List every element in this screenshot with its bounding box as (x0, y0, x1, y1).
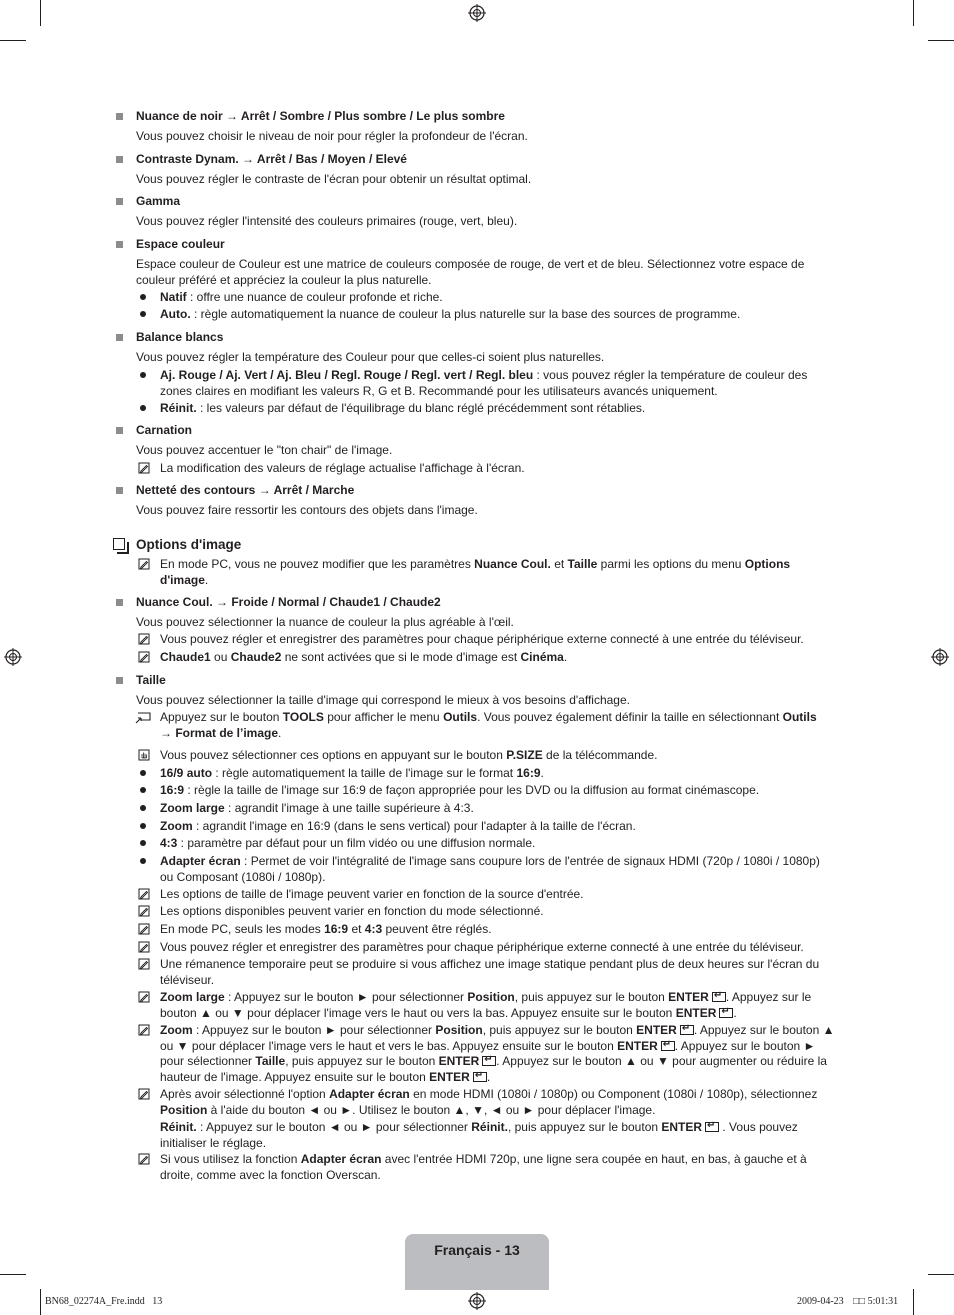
bullet-dot-icon (140, 805, 146, 811)
note-text-part: : Appuyez sur le bouton ► pour sélectionner (192, 1023, 436, 1037)
note-text-bold: Position (467, 990, 515, 1004)
registration-mark-icon (931, 648, 949, 666)
bullet-square-icon (116, 241, 123, 248)
note-text-part: , puis appuyez sur le bouton (482, 1023, 637, 1037)
note-text-part: , puis appuyez sur le bouton (507, 1120, 662, 1134)
list-item (160, 368, 828, 399)
list-item-text: : règle automatiquement la nuance de couleur la plus naturelle sur la base des sources de programme. (190, 307, 741, 321)
note-text-part: . (278, 725, 282, 740)
note-text-bold: Options d'image (160, 557, 791, 587)
list-item-text: : règle la taille de l'image sur 16:9 de façon appropriée pour les DVD ou la diffusion au format cinémascope. (184, 783, 760, 797)
enter-key-label: ENTER (675, 1005, 717, 1020)
registration-mark-icon (4, 648, 22, 666)
item-title: Espace couleur (136, 237, 225, 251)
enter-icon (705, 1122, 719, 1132)
item-title: Netteté des contours → Arrêt / Marche (136, 483, 355, 497)
note-text-bold: Adapter écran (329, 1087, 410, 1101)
footer-filename: BN68_02274A_Fre.indd 13 (45, 1296, 163, 1307)
list-item-text: : offre une nuance de couleur profonde et riche. (186, 290, 443, 304)
list-item-text: : règle automatiquement la taille de l'image sur le format (212, 766, 517, 780)
item-desc: Vous pouvez sélectionner la taille d'image qui correspond le mieux à vos besoins d'affichage. (136, 693, 630, 707)
note-text-part: ne sont activées que si le mode d'image est (281, 650, 521, 664)
note-icon (138, 558, 150, 570)
list-item (160, 290, 443, 306)
bullet-dot-icon (140, 787, 146, 793)
bullet-square-icon (116, 156, 123, 163)
crop-mark (913, 1289, 914, 1315)
note-text-part: : Appuyez sur le bouton ◄ ou ► pour sélectionner (196, 1120, 472, 1134)
note-text-part: . (733, 1005, 737, 1020)
note-text-part: en mode HDMI (1080i / 1080p) ou Component (1080i / 1080p), sélectionnez (409, 1087, 818, 1101)
note-text-part: peuvent être réglés. (382, 922, 492, 936)
note-icon (138, 888, 150, 900)
crop-mark (913, 0, 914, 26)
note-icon (138, 958, 150, 970)
bullet-dot-icon (140, 405, 146, 411)
note-icon (138, 923, 150, 935)
note-text-part: . Appuyez sur le bouton ▲ ou ▼ pour déplacer l'image vers le haut et vers le bas. Appuyez ensuite sur le bouton (160, 1023, 835, 1053)
note-text-part: , puis appuyez sur le bouton (285, 1054, 439, 1068)
list-item (160, 854, 835, 885)
note-text-part: . Vous pouvez également définir la taille en sélectionnant (477, 710, 783, 724)
note-text-bold: Chaude2 (230, 650, 282, 664)
enter-icon (661, 1041, 675, 1051)
list-item (160, 307, 740, 323)
note-text-part: En mode PC, seuls les modes (160, 922, 325, 936)
note-text-bold: Outils (443, 710, 478, 724)
item-desc: Vous pouvez accentuer le "ton chair" de l'image. (136, 443, 393, 457)
note-text: Les options de taille de l'image peuvent varier en fonction de la source d'entrée. (160, 887, 584, 901)
note-text-part: parmi les options du menu (597, 557, 745, 571)
note-text-bold: Position (435, 1023, 483, 1037)
list-item-label: 16/9 auto (160, 766, 213, 780)
enter-key-label: ENTER (429, 1069, 470, 1084)
item-title: Taille (136, 673, 166, 687)
crop-mark (928, 1274, 954, 1275)
note-text (160, 990, 835, 1021)
list-item-label: 16:9 (160, 783, 185, 797)
tools-icon (135, 711, 151, 724)
bullet-dot-icon (140, 858, 146, 864)
bullet-dot-icon (140, 311, 146, 317)
note-text: Vous pouvez régler et enregistrer des paramètres pour chaque périphérique externe connecté à une entrée du téléviseur. (160, 632, 804, 646)
list-item-text: : paramètre par défaut pour un film vidéo ou une diffusion normale. (177, 836, 536, 850)
note-text (160, 650, 567, 666)
item-title: Gamma (136, 194, 181, 208)
note-text-part: à l'aide du bouton ◄ ou ►. Utilisez le bouton ▲, ▼, ◄ ou ► pour déplacer l'image. (207, 1102, 656, 1117)
note-text (160, 1023, 835, 1085)
note-text-part: Si vous utilisez la fonction (160, 1152, 301, 1166)
enter-key-label: ENTER (438, 1054, 480, 1068)
item-desc: Espace couleur de Couleur est une matrice de couleurs composée de rouge, de vert et de bleu. Sélectionnez votre espace de couleur préféré et appréciez la couleur la plus naturelle. (136, 257, 805, 287)
note-text-bold: Position (160, 1102, 208, 1117)
footer-date: 2009-04-23 (797, 1296, 844, 1307)
bullet-dot-icon (140, 372, 146, 378)
enter-key-label: ENTER (668, 990, 709, 1004)
note-text-part: de la télécommande. (542, 748, 658, 762)
note-text-part: : Appuyez sur le bouton ► pour sélectionner (224, 990, 468, 1004)
item-desc: Vous pouvez choisir le niveau de noir pour régler la profondeur de l'écran. (136, 129, 528, 143)
footer-time: □□ 5:01:31 (853, 1296, 899, 1307)
note-text-bold: Zoom large (160, 990, 225, 1004)
list-item-label: Zoom large (160, 801, 225, 815)
crop-mark (40, 0, 41, 26)
note-text (160, 922, 492, 938)
page-number: Français - 13 (434, 1242, 520, 1258)
note-text: Vous pouvez régler et enregistrer des paramètres pour chaque périphérique externe connecté à une entrée du téléviseur. (160, 940, 804, 954)
item-title: Carnation (136, 423, 193, 437)
note-text-bold: Cinéma (520, 650, 564, 664)
enter-icon (482, 1056, 496, 1066)
note-text-part: . Appuyez sur le bouton ► pour sélectionner (160, 1038, 816, 1068)
item-desc: Vous pouvez faire ressortir les contours des objets dans l'image. (136, 503, 478, 517)
note-text-part: . (204, 572, 209, 587)
note-text-bold: → Format de l’image (160, 725, 279, 740)
list-item-text: : vous pouvez régler la température de couleur des zones claires en modifiant les valeurs R, G et B. Recommandé pour les utilisateurs avancés uniquement. (160, 368, 808, 398)
list-item (160, 783, 759, 799)
enter-icon (712, 992, 726, 1002)
note-icon (138, 905, 150, 917)
note-text-bold: Réinit. (471, 1120, 508, 1134)
note-icon (138, 991, 150, 1003)
enter-icon (473, 1072, 487, 1082)
note-text (160, 748, 657, 764)
item-desc: Vous pouvez régler l'intensité des couleurs primaires (rouge, vert, bleu). (136, 214, 518, 228)
note-text-part: et (348, 922, 365, 936)
crop-mark (0, 40, 26, 41)
note-text-bold: Chaude1 (160, 650, 211, 664)
list-item (160, 836, 535, 852)
note-text (160, 1087, 835, 1118)
bullet-square-icon (116, 113, 123, 120)
note-text-part: ou (210, 650, 231, 664)
note-text-bold: Taille (255, 1054, 286, 1068)
bullet-square-icon (116, 599, 123, 606)
note-text-part: . Appuyez sur le bouton ▲ ou ▼ pour augmenter ou réduire la hauteur de l'image. Appuyez ensuite sur le bouton (160, 1054, 827, 1084)
list-item-text: : agrandit l'image à une taille supérieure à 4:3. (224, 801, 474, 815)
bullet-dot-icon (140, 294, 146, 300)
item-title: Nuance Coul. → Froide / Normal / Chaude1 / Chaude2 (136, 595, 441, 609)
list-item (160, 819, 636, 835)
list-item-label: 4:3 (160, 836, 178, 850)
list-item-text: : agrandit l'image en 16:9 (dans le sens vertical) pour l'adapter à la taille de l'écran. (192, 819, 636, 833)
checkbox-heading-icon (113, 538, 125, 550)
item-title: Nuance de noir → Arrêt / Sombre / Plus sombre / Le plus sombre (136, 109, 505, 123)
note-text-bold: Réinit. (160, 1120, 197, 1134)
list-item-label: Réinit. (160, 401, 197, 415)
remote-hand-icon (138, 749, 150, 761)
note-text (160, 710, 832, 741)
note-text-bold: P.SIZE (506, 748, 543, 762)
registration-mark-icon (468, 4, 486, 22)
enter-key-label: ENTER (661, 1120, 703, 1134)
bullet-dot-icon (140, 840, 146, 846)
bullet-square-icon (116, 677, 123, 684)
note-text-part: avec l'entrée HDMI 720p, une ligne sera coupée en haut, en bas, à gauche et à droite, comme avec la fonction Overscan. (160, 1152, 807, 1182)
note-text: La modification des valeurs de réglage actualise l'affichage à l'écran. (160, 461, 525, 475)
note-text (160, 1152, 828, 1183)
list-item-text: : les valeurs par défaut de l'équilibrage du blanc réglé précédemment sont rétablies. (196, 401, 646, 415)
note-icon (138, 941, 150, 953)
section-heading: Options d'image (136, 537, 242, 552)
note-icon (138, 1088, 150, 1100)
note-text-part: . (563, 650, 568, 664)
item-title: Contraste Dynam. → Arrêt / Bas / Moyen / Elevé (136, 152, 407, 166)
note-text-bold: 16:9 (324, 922, 349, 936)
note-text-part: En mode PC, vous ne pouvez modifier que les paramètres (160, 557, 475, 571)
list-item-label: Auto. (160, 307, 191, 321)
enter-icon (680, 1025, 694, 1035)
enter-icon (719, 1008, 733, 1018)
note-icon (138, 1024, 150, 1036)
item-title: Balance blancs (136, 330, 224, 344)
note-text-bold: TOOLS (282, 710, 324, 724)
note-text-part: Vous pouvez sélectionner ces options en appuyant sur le bouton (160, 748, 507, 762)
list-item-label: Aj. Rouge / Aj. Vert / Aj. Bleu / Regl. Rouge / Regl. vert / Regl. bleu (160, 368, 534, 382)
note-icon (138, 462, 150, 474)
note-text: Une rémanence temporaire peut se produire si vous affichez une image statique pendant plus de deux heures sur l'écran du téléviseur. (160, 957, 820, 987)
crop-mark (928, 40, 954, 41)
page-number-tab (405, 1234, 549, 1290)
note-text-bold: Taille (567, 557, 598, 571)
crop-mark (0, 1274, 26, 1275)
note-text-part: , puis appuyez sur le bouton (514, 990, 669, 1004)
note-text-part: et (550, 557, 568, 571)
item-desc: Vous pouvez sélectionner la nuance de couleur la plus agréable à l'œil. (136, 615, 514, 629)
bullet-square-icon (116, 487, 123, 494)
list-item-bold: 16:9 (516, 766, 541, 780)
note-text-part: . (486, 1069, 491, 1084)
note-text-bold: 4:3 (364, 922, 383, 936)
bullet-dot-icon (140, 770, 146, 776)
note-text-bold: Zoom (160, 1023, 193, 1037)
list-item-label: Zoom (160, 819, 193, 833)
note-text-part: pour afficher le menu (323, 710, 444, 724)
bullet-square-icon (116, 427, 123, 434)
note-icon (138, 651, 150, 663)
note-icon (138, 633, 150, 645)
list-item (160, 801, 474, 817)
enter-key-label: ENTER (636, 1023, 677, 1037)
list-item-text: : Permet de voir l'intégralité de l'image sans coupure lors de l'entrée de signaux HDMI (720p / 1080i / 1080p) ou Composant (1080i / 1080p). (160, 854, 820, 884)
item-desc: Vous pouvez régler la température des Couleur pour que celles-ci soient plus naturelles. (136, 350, 605, 364)
list-item (160, 401, 645, 417)
note-text-bold: Nuance Coul. (474, 557, 551, 571)
note-text (160, 557, 828, 588)
note-text-part: Après avoir sélectionné l'option (160, 1087, 330, 1101)
note-text-part: Appuyez sur le bouton (160, 710, 283, 724)
item-desc: Vous pouvez régler le contraste de l'écran pour obtenir un résultat optimal. (136, 172, 532, 186)
bullet-dot-icon (140, 823, 146, 829)
bullet-square-icon (116, 334, 123, 341)
list-item-text: . (540, 766, 544, 780)
list-item (160, 766, 544, 782)
note-text: Les options disponibles peuvent varier en fonction du mode sélectionné. (160, 904, 544, 918)
registration-mark-icon (468, 1292, 486, 1310)
list-item-label: Adapter écran (160, 854, 241, 868)
enter-key-label: ENTER (617, 1038, 658, 1053)
note-text-part: . Vous pouvez initialiser le réglage. (160, 1120, 798, 1150)
bullet-square-icon (116, 198, 123, 205)
list-item-label: Natif (160, 290, 187, 304)
note-text (160, 1120, 832, 1151)
crop-mark (40, 1289, 41, 1315)
note-text-bold: Outils (782, 710, 817, 724)
note-text-part: . Appuyez sur le bouton ▲ ou ▼ pour déplacer l'image vers le haut ou vers la bas. Appuyez ensuite sur le bouton (160, 990, 812, 1020)
note-icon (138, 1153, 150, 1165)
note-text-bold: Adapter écran (300, 1152, 382, 1166)
